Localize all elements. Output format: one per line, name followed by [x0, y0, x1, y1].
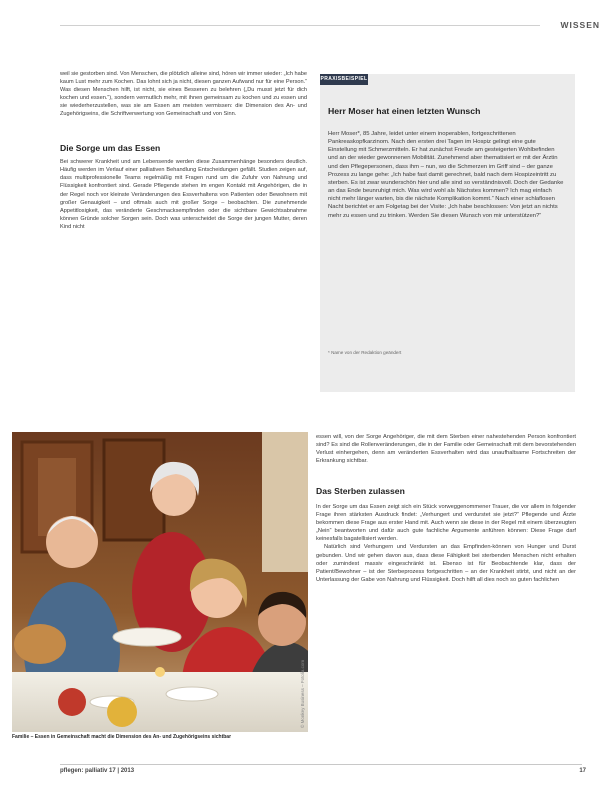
heading-sorge-essen: Die Sorge um das Essen — [60, 143, 161, 154]
footer-journal: pflegen: palliativ 17 | 2013 — [60, 768, 135, 774]
heading-sterben-zulassen: Das Sterben zulassen — [316, 486, 405, 497]
right-paragraph-3: Natürlich sind Verhungern und Verdursten an das Empfinden-können von Hunger und Durst gebunden. Und wir gehen davon aus, dass diese Fähigkeit bei sterbenden Menschen nicht erhalten oder zumindest massiv eingeschränkt ist. Ebenso ist für Beobachtende klar, dass der Patient/Bewohner – ist der Sterbeprozess fortgeschritten – an der Krankheit stirbt, und nicht an der Unterlassung der Gabe von Nahrung und Flüssigkeit. Doch hilft all dies noch so guten fachlichen — [316, 544, 576, 583]
grandfather-head — [46, 516, 98, 568]
left-paragraph-1: weil sie gestorben sind. Von Menschen, die plötzlich alleine sind, hören wir immer wieder: „Ich habe kaum Lust mehr zum Kochen. Das lohnt sich ja nicht, diesen ganzen Aufwand nur für eine Person.“ Was diesen Menschen hilft, ist nicht, sie eines Besseren zu belehren („Du musst jetzt für dich kochen und essen.“), sondern vermutlich mehr, mit ihnen gemeinsam zu kochen und zu essen und sie wiederherzustellen, was sie am Essen am meisten vermissen: die Dimension des An- und Zugehörigseins, die Schriftverwertung von Gemeinschaft und von Sinn. — [60, 71, 307, 118]
example-footnote: * Name von der Redaktion geändert — [328, 350, 402, 355]
example-tag: PRAXISBEISPIEL — [320, 74, 368, 85]
serving-platter — [113, 628, 181, 646]
plate — [166, 687, 218, 701]
family-photo — [12, 432, 308, 732]
section-rule — [60, 25, 540, 26]
footer-rule — [60, 764, 582, 765]
photo-caption: Familie – Essen in Gemeinschaft macht die Dimension des An- und Zugehörigseins sichtbar — [12, 734, 232, 740]
page-number: 17 — [579, 768, 586, 774]
section-label: WISSEN — [560, 20, 600, 30]
photo-credit: © Monkey Business – Fotolia.com — [300, 659, 305, 728]
left-paragraph-2: Bei schwerer Krankheit und am Lebensende werden diese Zusammenhänge besonders deutlich. Häufig werden im Verlauf einer palliativen Behandlung Entscheidungen gefällt. Studien zeigen auf, dass multiprofessionelle Teams regelmäßig mit Fragen rund um die Zufuhr von Nahrung und Flüssigkeit konfrontiert sind. Gerade Pflegende stehen im engen Kontakt mit Angehörigen, die in der Regel noch vor kleinste Veränderungen des Essverhaltens von Patienten oder Bewohnern mit großer Genauigkeit – und oftmals auch mit großer Sorge – beobachten. Die zunehmende Appetitlosigkeit, das veränderte Geschmacksempfinden oder die sichtbare Gewichtsabnahme können Gründe solcher Sorgen sein. Doch was unterscheidet die Sorge der jungen Mutter, deren Kind nicht — [60, 159, 307, 230]
candle-glow — [155, 667, 165, 677]
left-column — [60, 70, 307, 231]
christmas-ornament — [58, 688, 86, 716]
bread-loaf — [14, 624, 66, 664]
example-title: Herr Moser hat einen letzten Wunsch — [328, 106, 481, 116]
right-paragraph-2: In der Sorge um das Essen zeigt sich ein Stück vorweggenommener Trauer, die vor allem in folgender Frage ihren stärksten Ausdruck findet: „Verhungert und verdurstet sie jetzt?“ Pflegende und Ärzte bekommen diese Frage aus erster Hand mit. Auch wenn sie diese in der Regel mit einem überzeugten „Nein“ beantworten und dafür auch gute fachliche Argumente anführen können: Diese Frage darf keinesfalls bagatellisiert werden. — [316, 504, 576, 543]
example-box — [320, 74, 575, 392]
right-column — [316, 433, 576, 584]
christmas-ornament — [107, 697, 137, 727]
table-surface — [12, 672, 308, 732]
right-paragraph-1: essen will, von der Sorge Angehöriger, die mit dem Sterben einer nahestehenden Person konfrontiert sind? Es sind die Rollenveränderungen, die in der Familie oder Gemeinschaft mit dem bevorstehenden Verlust einhergehen, denn am veränderten Essverhalten wird das unaufhaltsame Fortschreiten der Erkrankung sichtbar. — [316, 434, 576, 465]
window-light — [262, 432, 308, 572]
example-body: Herr Moser*, 85 Jahre, leidet unter einem inoperablen, fortgeschrittenen Pankreaskopfkarzinom. Nach den ersten drei Tagen im Hospiz gelingt eine gute Einstellung mit Schmerzmitteln. Er hat zunächst Freude am gesteigerten Wohlbefinden und an der wieder gewonnenen Mobilität. Zunehmend aber thematisiert er mit der Ärztin und den Pflegepersonen, dass ihm – nun, wo die Schmerzen im Griff sind – der ganze Prozess zu lange gehe: „Ich habe fast damit gerechnet, bald nach dem Hospizeintritt zu sterben. Es ist zwar wunderschön hier und alle sind so verständnisvoll. Doch der Gedanke an das Ende beunruhigt mich. Was wird wohl als Nächstes kommen? Ich mag einfach nicht mehr länger warten, bis die nächste Komplikation kommt.“ Nach einer schlaflosen Nacht berichtet er am Folgetag bei der Visite: „Ich habe beschlossen: Von jetzt an nichts mehr zu essen und zu trinken. Werden Sie diesen Wunsch von mir unterstützen?“ — [328, 131, 564, 219]
